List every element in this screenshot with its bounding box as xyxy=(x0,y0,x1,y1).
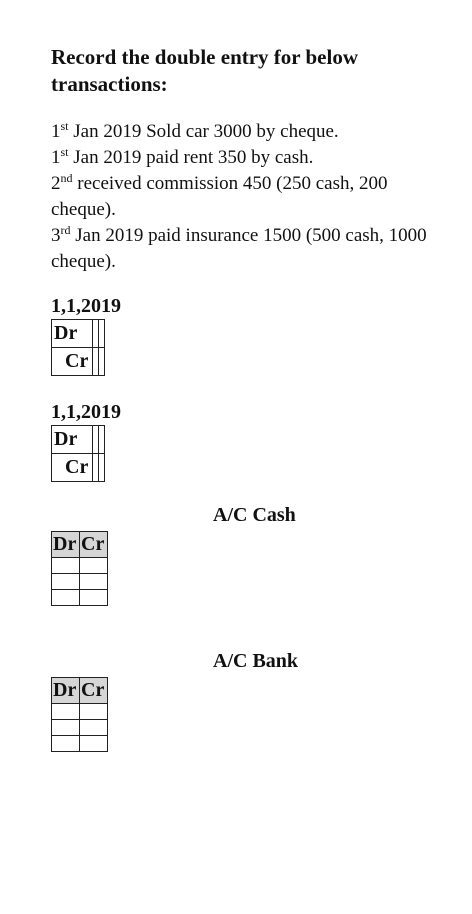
dr-header: Dr xyxy=(52,532,80,558)
ledger-cell[interactable] xyxy=(52,736,80,752)
cr-label: Cr xyxy=(52,348,93,376)
ledger-cell[interactable] xyxy=(52,704,80,720)
transaction-item xyxy=(51,145,456,171)
ledger-table-bank xyxy=(51,677,108,752)
ledger-title-cash: A/C Cash xyxy=(213,504,296,526)
ledger-cell[interactable] xyxy=(80,558,108,574)
amount-cell[interactable] xyxy=(99,454,105,482)
cr-label: Cr xyxy=(52,454,93,482)
heading: Record the double entry for below transactions: xyxy=(51,45,358,96)
cr-header: Cr xyxy=(80,678,108,704)
ledger-cell[interactable] xyxy=(52,574,80,590)
transaction-item xyxy=(51,171,456,223)
day: 1 xyxy=(51,121,61,142)
ledger-title-bank: A/C Bank xyxy=(213,650,299,672)
ledger-cell[interactable] xyxy=(80,590,108,606)
day-suffix: rd xyxy=(60,223,71,237)
transaction-text: Jan 2019 Sold car 3000 by cheque. xyxy=(68,121,339,142)
ledger-table-cash xyxy=(51,531,108,606)
transaction-text: Jan 2019 paid insurance 1500 (500 cash, 1000 cheque). xyxy=(51,225,427,272)
transaction-item xyxy=(51,223,456,275)
amount-cell[interactable] xyxy=(99,426,105,454)
day-suffix: nd xyxy=(60,171,73,185)
day-suffix: st xyxy=(60,119,69,133)
transaction-item xyxy=(51,119,456,145)
journal-date: 1,1,2019 xyxy=(51,295,121,317)
day: 2 xyxy=(51,173,61,194)
cr-header: Cr xyxy=(80,532,108,558)
day: 1 xyxy=(51,147,61,168)
ledger-cell[interactable] xyxy=(52,558,80,574)
ledger-cell[interactable] xyxy=(52,720,80,736)
ledger-cell[interactable] xyxy=(52,590,80,606)
dr-header: Dr xyxy=(52,678,80,704)
transaction-text: received commission 450 (250 cash, 200 cheque). xyxy=(51,173,388,220)
amount-cell[interactable] xyxy=(99,348,105,376)
transaction-list xyxy=(51,119,456,275)
journal-entry-table xyxy=(51,425,105,482)
ledger-cell[interactable] xyxy=(80,704,108,720)
journal-date: 1,1,2019 xyxy=(51,401,121,423)
ledger-cell[interactable] xyxy=(80,574,108,590)
ledger-cell[interactable] xyxy=(80,736,108,752)
transaction-text: Jan 2019 paid rent 350 by cash. xyxy=(68,147,314,168)
day: 3 xyxy=(51,225,61,246)
dr-label: Dr xyxy=(52,320,93,348)
journal-entry-table xyxy=(51,319,105,376)
day-suffix: st xyxy=(60,145,69,159)
amount-cell[interactable] xyxy=(99,320,105,348)
ledger-cell[interactable] xyxy=(80,720,108,736)
dr-label: Dr xyxy=(52,426,93,454)
